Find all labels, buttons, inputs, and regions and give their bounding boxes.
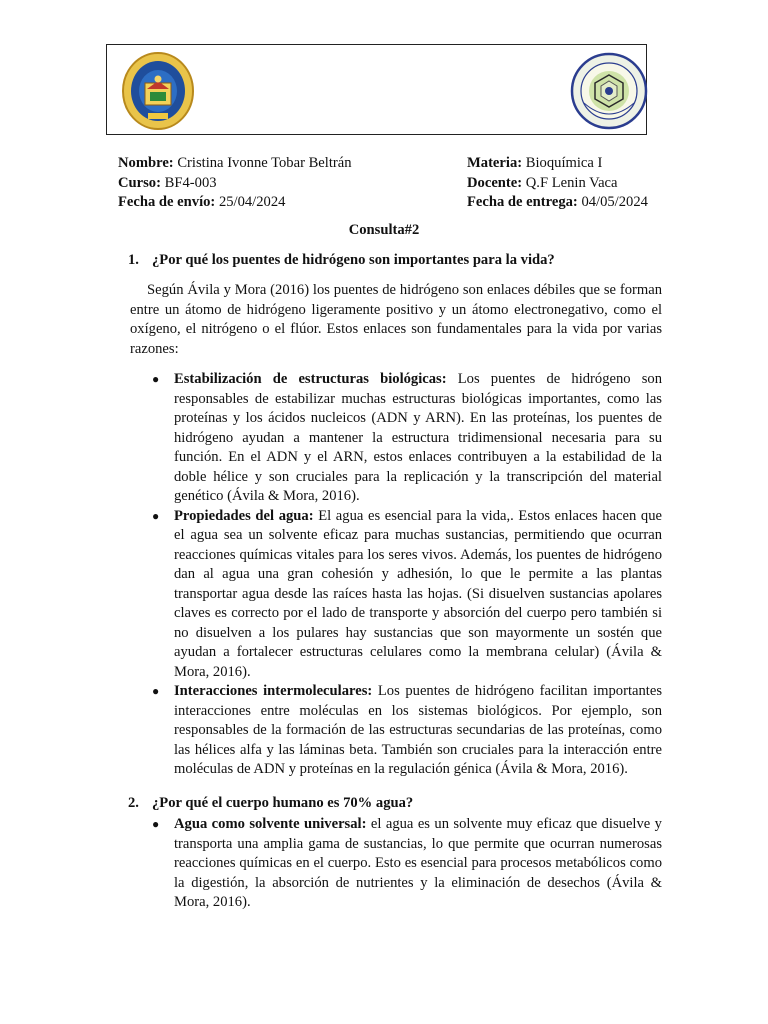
bullet-icon: ●: [152, 817, 160, 831]
meta-curso: Curso: BF4-003: [118, 174, 217, 191]
bullet-term: Interacciones intermoleculares:: [174, 683, 373, 699]
bullet-term: Propiedades del agua:: [174, 507, 314, 524]
list-item: [149, 682, 662, 780]
universidad-central-del-ecuador-seal-icon: [121, 51, 195, 131]
question-text: ¿Por qué el cuerpo humano es 70% agua?: [152, 795, 414, 811]
bullet-icon: ●: [152, 508, 160, 523]
meta-nombre: Nombre: Cristina Ivonne Tobar Beltrán: [118, 155, 352, 171]
meta-materia: Materia: Bioquímica I: [467, 155, 603, 171]
question-number: 2.: [128, 795, 139, 811]
bullet-term: Estabilización de estructuras biológicas:: [174, 371, 447, 387]
meta-fecha-entrega: Fecha de entrega: 04/05/2024: [467, 194, 648, 210]
bullet-text: El agua es esencial para la vida,. Estos enlaces hacen que el agua sea un solvente eficaz para muchas sustancias, permitiendo que ocurran reacciones químicas vitales para los seres vivos. Además, los puentes de hidrógeno dan al agua una gran cohesión y adhesión, lo que le permite a las plantas transportar agua desde las raíces hasta las hojas. (Si disuelven sustancias apolares claves es correcto por el lado de transporte y absorción del cuerpo pero también si no disuelven a los pulares hay sustancias que son mayormente un sostén que ayudan a fortalecer estructuras celulares como la membrana celular) (Ávila & Mora, 2016).: [174, 507, 663, 680]
meta-left-column: [118, 154, 352, 213]
question-text: ¿Por qué los puentes de hidrógeno son importantes para la vida?: [152, 252, 555, 268]
list-item: [149, 370, 662, 507]
question-number: 1.: [128, 252, 139, 268]
header-box: [106, 44, 647, 135]
question-1-intro: Según Ávila y Mora (2016) los puentes de hidrógeno son enlaces débiles que se forman entre un átomo de hidrógeno ligeramente positivo y un átomo electronegativo, como el oxígeno, el nitrógeno o el flúor. Estos enlaces son fundamentales para la vida por varias razones:: [130, 282, 662, 357]
meta-right-column: [467, 154, 648, 213]
bullet-text: Los puentes de hidrógeno son responsables de estabilizar muchas estructuras biológicas importantes, como las proteínas y los ácidos nucleicos (ADN y ARN). En las proteínas, los puentes de hidrógeno ayudan a mantener la estructura tridimensional necesaria para su función. En el ADN y el ARN, estos enlaces contribuyen a la estabilidad de la doble hélice y son cruciales para la replicación y la transcripción del material genético (Ávila & Mora, 2016).: [174, 371, 662, 504]
question-1-bullet-list: [149, 370, 662, 780]
meta-fecha-envio: Fecha de envío: 25/04/2024: [118, 194, 286, 210]
question-1-heading: [128, 252, 555, 269]
bullet-text: el agua es un solvente muy eficaz que disuelve y transporta una amplia gama de sustancias, lo que permite que ocurran numerosas reacciones químicas en el cuerpo. Esto es esencial para procesos metabólicos como la digestión, la absorción de nutrientes y la eliminación de desechos (Ávila & Mora, 2016).: [174, 816, 662, 910]
question-2-heading: [128, 795, 413, 812]
list-item: [149, 815, 662, 913]
bullet-term: Agua como solvente universal:: [174, 816, 367, 832]
question-2-bullet-list: [149, 815, 662, 913]
document-title: Consulta#2: [348, 222, 420, 238]
list-item: [149, 507, 662, 683]
meta-docente: Docente: Q.F Lenin Vaca: [467, 174, 618, 191]
ciencias-quimicas-seal-icon: [570, 51, 648, 131]
bullet-icon: ●: [152, 684, 160, 698]
bullet-text: Los puentes de hidrógeno facilitan importantes interacciones entre moléculas en los sistemas biológicos. Por ejemplo, son responsables de la formación de las estructuras secundarias de las proteínas, como las hélices alfa y las láminas beta. También son cruciales para la interacción entre moléculas de ADN y proteínas en la regulación génica (Ávila & Mora, 2016).: [174, 683, 662, 777]
bullet-icon: ●: [152, 372, 160, 386]
